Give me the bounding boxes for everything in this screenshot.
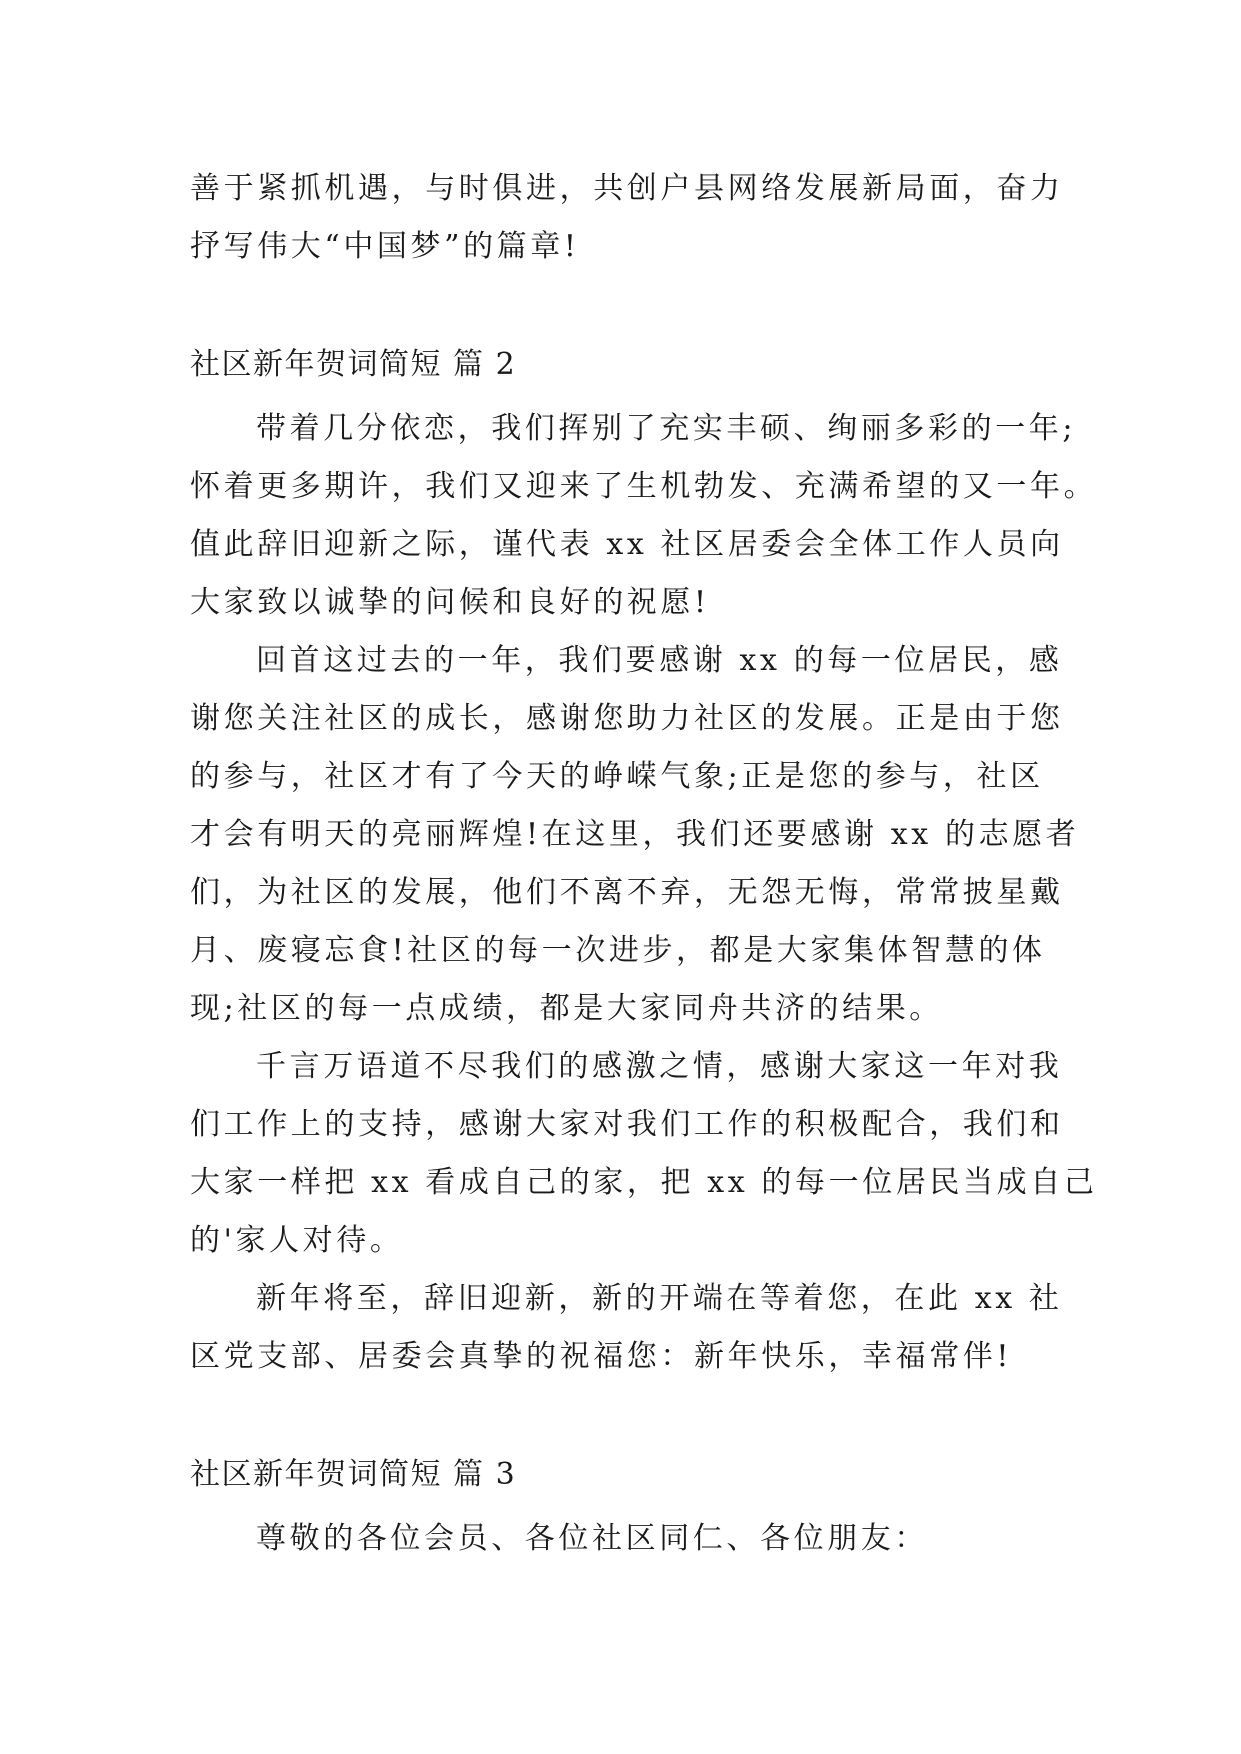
text-line: 的参与，社区才有了今天的峥嵘气象;正是您的参与，社区	[190, 759, 1044, 794]
section-heading: 社区新年贺词简短 篇 2	[190, 347, 517, 382]
text-line: 回首这过去的一年，我们要感谢 xx 的每一位居民，感	[256, 643, 1063, 678]
text-line: 大家一样把 xx 看成自己的家，把 xx 的每一位居民当成自己	[190, 1165, 1098, 1200]
text-line: 新年将至，辞旧迎新，新的开端在等着您，在此 xx 社	[256, 1281, 1063, 1316]
text-line: 尊敬的各位会员、各位社区同仁、各位朋友：	[256, 1521, 928, 1556]
text-line: 善于紧抓机遇，与时俱进，共创户县网络发展新局面，奋力	[190, 171, 1064, 206]
text-line: 们工作上的支持，感谢大家对我们工作的积极配合，我们和	[190, 1107, 1064, 1142]
text-line: 谢您关注社区的成长，感谢您助力社区的发展。正是由于您	[190, 701, 1064, 736]
document-body	[190, 160, 1098, 1568]
text-line: 月、废寝忘食!社区的每一次进步，都是大家集体智慧的体	[190, 933, 1046, 968]
text-line: 抒写伟大“中国梦”的篇章!	[190, 229, 580, 264]
paragraph	[190, 1038, 1098, 1270]
text-line: 带着几分依恋，我们挥别了充实丰硕、绚丽多彩的一年;	[256, 411, 1077, 446]
text-line: 区党支部、居委会真挚的祝福您：新年快乐，幸福常伴!	[190, 1339, 1013, 1374]
paragraph-continuation	[190, 160, 1064, 276]
text-line: 们，为社区的发展，他们不离不弃，无怨无悔，常常披星戴	[190, 875, 1064, 910]
section-heading: 社区新年贺词简短 篇 3	[190, 1457, 517, 1492]
text-line: 现;社区的每一点成绩，都是大家同舟共济的结果。	[190, 991, 943, 1026]
text-line: 值此辞旧迎新之际，谨代表 xx 社区居委会全体工作人员向	[190, 527, 1064, 562]
text-line: 怀着更多期许，我们又迎来了生机勃发、充满希望的又一年。	[190, 469, 1098, 504]
paragraph	[190, 632, 1080, 1038]
text-line: 才会有明天的亮丽辉煌!在这里，我们还要感谢 xx 的志愿者	[190, 817, 1080, 852]
paragraph	[190, 1510, 1050, 1568]
text-line: 大家致以诚挚的问候和良好的祝愿!	[190, 585, 710, 620]
text-line: 千言万语道不尽我们的感激之情，感谢大家这一年对我	[256, 1049, 1063, 1084]
text-line: 的'家人对待。	[190, 1223, 404, 1258]
paragraph	[190, 1270, 1063, 1386]
paragraph	[190, 400, 1098, 632]
